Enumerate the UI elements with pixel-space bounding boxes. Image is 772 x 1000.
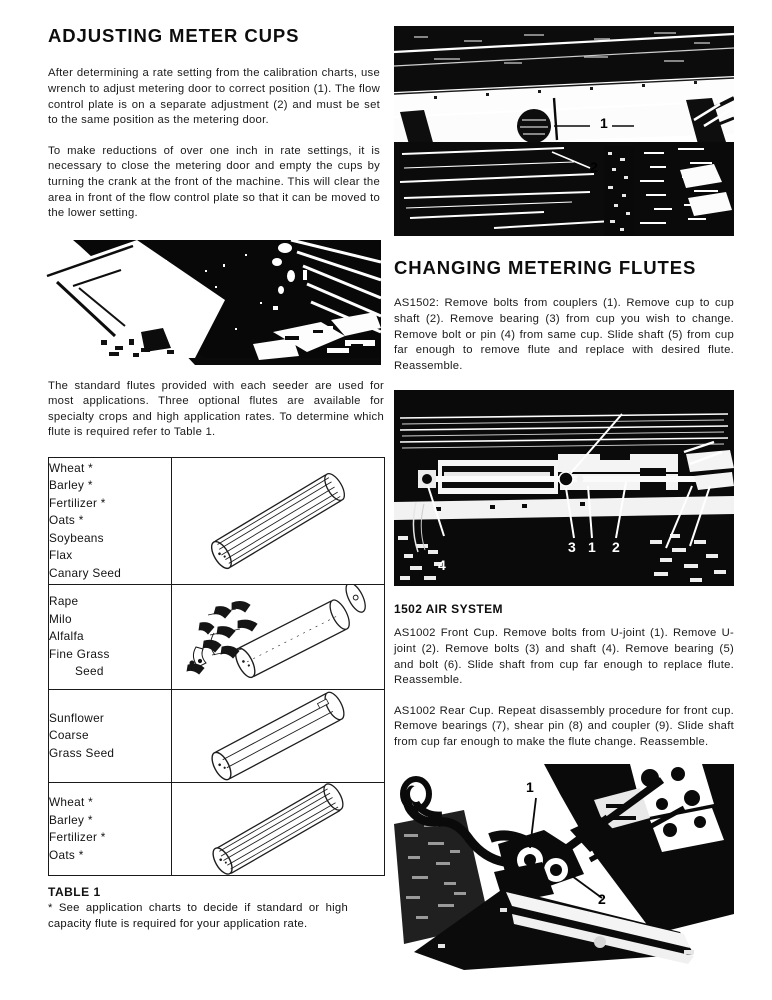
crop-item: Barley * [49, 812, 93, 827]
table-cell-flute-image [172, 690, 385, 783]
callout-1: 1 [526, 779, 534, 796]
paragraph-adjusting-2: To make reductions of over one inch in rate settings, it is necessary to close the metering door and empty the cups by turning the crank at the front of the machine. This will clear the area in front of the flow control plate so that it can be moved to the lower setting. [48, 144, 380, 220]
crop-item: Fertilizer * [49, 830, 106, 845]
high-capacity-roller-icon [178, 783, 378, 875]
table-row [49, 585, 385, 690]
table-cell-crops [49, 458, 172, 585]
table-cell-flute-image [172, 458, 385, 585]
crop-item: Oats * [49, 513, 84, 528]
callout-2: 2 [598, 891, 606, 908]
crop-item: Rape [49, 594, 79, 609]
crop-item: Fine Grass [49, 646, 110, 661]
page-title: ADJUSTING METER CUPS [48, 25, 300, 46]
crop-item: Barley * [49, 478, 93, 493]
table-cell-flute-image [172, 783, 385, 876]
fluted-roller-icon [178, 458, 378, 584]
table-caption-title: TABLE 1 [48, 885, 101, 900]
crop-item: Wheat * [49, 795, 94, 810]
subsection-title-1502-air-system: 1502 AIR SYSTEM [394, 602, 503, 617]
table-row [49, 458, 385, 585]
section-title-changing-flutes: CHANGING METERING FLUTES [394, 257, 697, 278]
table-cell-crops [49, 585, 172, 690]
callout-4: 4 [438, 557, 446, 574]
metering-door-photo-graphic [394, 22, 734, 236]
crop-item: Seed [75, 664, 104, 679]
crop-item: Flax [49, 548, 73, 563]
smooth-roller-exploded-icon [178, 585, 378, 689]
paragraph-rear-cup: AS1002 Rear Cup. Repeat disassembly procedure for front cup. Remove bearings (7), shear pin (8) and coupler (9). Slide shaft from cup far enough to make the flute change. Reassemble. [394, 704, 734, 748]
left-column [48, 26, 384, 932]
paragraph-standard-flutes: The standard flutes provided with each seeder are used for most applications. Three optional flutes are available for specialty crops and high application rates. To determine which flute is required refer to Table 1. [48, 379, 384, 439]
metering-door-photo [394, 22, 734, 236]
u-joint-coupler-photo-graphic [394, 764, 734, 976]
table-cell-flute-image [172, 585, 385, 690]
table-caption-body: * See application charts to decide if standard or high capacity flute is required for your application rate. [48, 902, 348, 930]
crop-item: Wheat * [49, 460, 94, 475]
paragraph-adjusting-1: After determining a rate setting from the calibration charts, use wrench to adjust metering door to correct position (1). The flow control plate is on a separate adjustment (2) and must be set to the same position as the metering door. [48, 67, 380, 127]
crop-item: Oats * [49, 847, 84, 862]
table-row [49, 690, 385, 783]
callout-1: 1 [600, 115, 608, 131]
crop-item: Coarse [49, 728, 89, 743]
meter-cup-assembly-photo-graphic [45, 240, 381, 365]
paragraph-front-cup: AS1002 Front Cup. Remove bolts from U-joint (1). Remove U-joint (2). Remove bolts (3) and shaft (4). Remove bearing (5) and bolt (6). Slide shaft from cup far enough to replace flute. Reassemble. [394, 627, 734, 687]
crop-item: Fertilizer * [49, 495, 106, 510]
flute-selection-table [48, 457, 385, 876]
callout-1: 1 [588, 539, 596, 556]
crop-item: Alfalfa [49, 629, 84, 644]
crop-item: Sunflower [49, 710, 105, 725]
table-row [49, 783, 385, 876]
crop-item: Canary Seed [49, 565, 122, 580]
metering-flute-shaft-photo [394, 390, 734, 586]
callout-2: 2 [612, 539, 620, 556]
callout-3: 3 [568, 539, 576, 556]
meter-cup-assembly-photo [45, 240, 381, 365]
right-column [394, 22, 734, 976]
crop-item: Grass Seed [49, 745, 115, 760]
coarse-roller-icon [178, 690, 378, 782]
crop-item: Milo [49, 611, 72, 626]
paragraph-as1502: AS1502: Remove bolts from couplers (1). Remove cup to cup shaft (2). Remove bearing (3) from cup you wish to change. Remove bolt or pin (4) from same cup. Slide shaft (5) from cup far enough to remove flute and replace with desired flute. Reassemble. [394, 297, 734, 372]
table-cell-crops [49, 783, 172, 876]
crop-item: Soybeans [49, 530, 104, 545]
callout-2: 2 [590, 159, 598, 175]
table-cell-crops [49, 690, 172, 783]
u-joint-coupler-photo [394, 764, 734, 976]
